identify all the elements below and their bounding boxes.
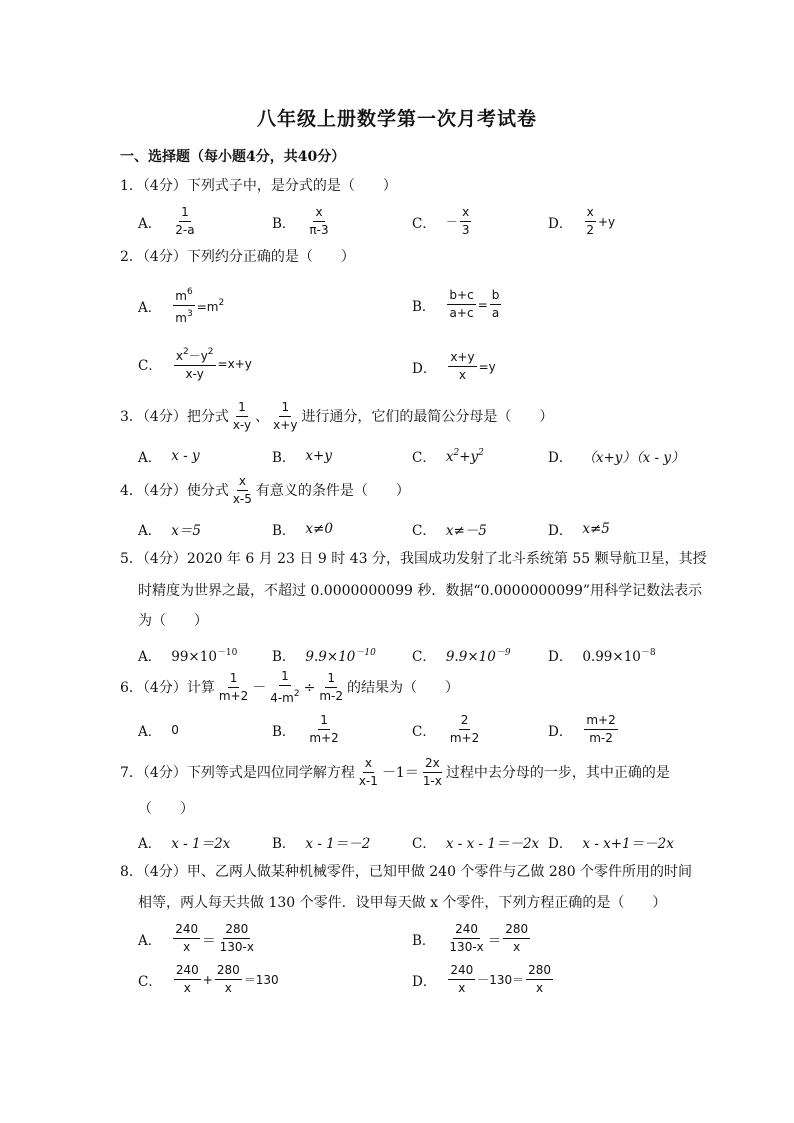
q2-option-a: A． $\frac{m^6}{m^3}$ $=m^2$ [138,287,225,325]
q1-option-c: C． － $\frac{x}{3}$ [412,205,470,237]
q4-option-b: B． x≠0 [272,521,333,539]
q7-option-c: C． x - x - 1＝－2x [412,836,540,852]
q5-option-b: B． $9.9\times 10^{-10}$ [272,648,376,665]
question-2-stem: 2．（4分）下列约分正确的是（ ） [120,249,355,265]
question-5-line-3: 为（ ） [138,613,208,629]
question-7-stem: 7．（4分）下列等式是四位同学解方程 $\frac{x}{x-1}$ －1＝ $\frac{2x}{1-x}$ 过程中去分母的一步，其中正确的是 [120,756,670,788]
q7-option-b: B． x - 1＝－2 [272,836,371,852]
q2-option-b: B． $\frac{b+c}{a+c}$ = $\frac{b}{a}$ [412,288,500,320]
q4-option-d: D． x≠5 [548,521,610,539]
q6-option-a: A． 0 [138,723,179,740]
q6-option-d: D． $\frac{m+2}{m-2}$ [548,713,616,745]
question-5-line-2: 时精度为世界之最，不超过 0.0000000099 秒．数据“0.0000000099”用科学记数法表示 [138,583,703,599]
q2-option-c: C． $\frac{x^2-y^2}{x-y}$ =x+y [138,347,252,381]
q3-option-b: B． x+y [272,448,332,466]
q2-option-d: D． $\frac{x+y}{x}$ =y [412,350,496,382]
q3-option-d: D． （x+y）（x - y） [548,450,685,466]
q1-option-b: B． $\frac{x}{\pi-3}$ [272,205,329,237]
q5-option-a: A． $99\times 10^{-10}$ [138,648,238,665]
question-1-stem: 1．（4分）下列式子中，是分式的是（ ） [120,178,397,194]
q3-option-c: C． $x^2+y^2$ [412,447,484,466]
q1-option-a: A． $\frac{1}{2-a}$ [138,205,195,237]
question-4-stem: 4．（4分）使分式 $\frac{x}{x-5}$ 有意义的条件是（ ） [120,474,410,506]
q3-option-a: A． x - y [138,448,200,466]
q4-option-c: C． x≠－5 [412,523,487,539]
q8-option-b: B． $\frac{240}{130-x}$ ＝ $\frac{280}{x}$ [412,922,529,954]
question-5-line-1: 5．（4分）2020 年 6 月 23 日 9 时 43 分，我国成功发射了北斗系统第 55 颗导航卫星，其授 [120,551,707,567]
question-6-stem: 6．（4分）计算 $\frac{1}{m+2}$ － $\frac{1}{4-m^2}$ ÷ $\frac{1}{m-2}$ 的结果为（ ） [120,669,459,705]
q8-option-c: C． $\frac{240}{x}$ + $\frac{280}{x}$ ＝130 [138,963,279,995]
q7-option-a: A． x - 1＝2x [138,836,231,852]
q1-option-d: D． $\frac{x}{2}$ +y [548,205,616,237]
question-8-line-2: 相等，两人每天共做 130 个零件．设甲每天做 x 个零件，下列方程正确的是（ ） [138,895,667,911]
q7-option-d: D． x - x+1＝－2x [548,836,674,852]
question-3-stem: 3．（4分）把分式 $\frac{1}{x-y}$ 、 $\frac{1}{x+y}$ 进行通分，它们的最简公分母是（ ） [120,400,554,432]
q6-option-b: B． $\frac{1}{m+2}$ [272,713,339,745]
section-heading: 一、选择题（每小题4分，共40分） [120,149,346,165]
q5-option-d: D． $0.99\times 10^{-8}$ [548,648,656,665]
q8-option-a: A． $\frac{240}{x}$ ＝ $\frac{280}{130-x}$ [138,922,254,954]
question-8-line-1: 8．（4分）甲、乙两人做某种机械零件，已知甲做 240 个零件与乙做 280 个零件所用的时间 [120,864,693,880]
page-title: 八年级上册数学第一次月考试卷 [256,108,537,130]
q6-option-c: C． $\frac{2}{m+2}$ [412,713,480,745]
question-7-line-2: （ ） [138,801,194,817]
q5-option-c: C． $9.9\times 10^{-9}$ [412,648,511,665]
q4-option-a: A． x＝5 [138,523,201,539]
q8-option-d: D． $\frac{240}{x}$ －130＝ $\frac{280}{x}$ [412,963,552,995]
